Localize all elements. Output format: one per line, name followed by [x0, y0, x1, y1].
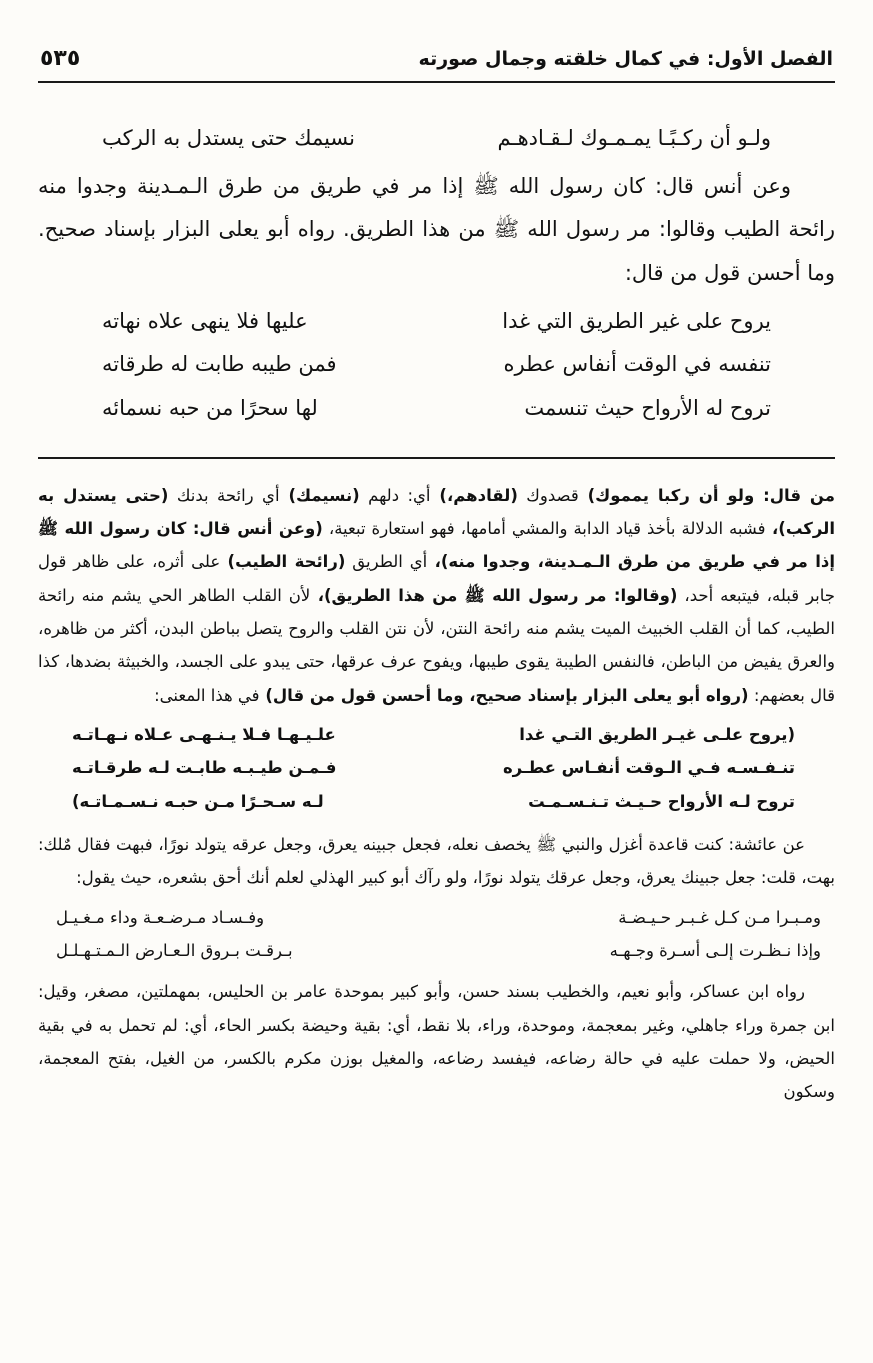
- verse-line: [72, 751, 795, 784]
- commentary-paragraph-1: من قال: ولو أن ركبا يمموك) قصدوك (لقادهم،) أي: دلهم (نسيمك) أي رائحة بدنك (حتى يستدل به الركب)، فشبه الدلالة بأخذ قياد الدابة والمشي أمامها، فهو استعارة تبعية، (وعن أنس قال: كان رسول الله ﷺ إذا مر في طريق من طرق الـمـدينة، وجدوا منه)، أي الطريق (رائحة الطيب) على أثره، على ظاهر قول جابر قبله، فيتبعه أحد، (وقالوا: مر رسول الله ﷺ من هذا الطريق)، لأن القلب الطاهر الحي يشم منه رائحة الطيب، كما أن القلب الخبيث الميت يشم منه رائحة النتن، لأن نتن القلب والروح يتصل بباطن البدن، أكثر من ظاهره، والعرق يفيض من الباطن، فالنفس الطيبة يقوى طيبها، ويفوح عرف عرقها، حتى يبدو على الجسد، والخبيثة بضدها، كذا قال بعضهم: (رواه أبو يعلى البزار بإسناد صحيح، وما أحسن قول من قال) في هذا المعنى:: [38, 485, 835, 705]
- page-number: ٥٣٥: [40, 46, 81, 71]
- verse-line: [102, 343, 771, 387]
- verse-hemistich-left: بـرقـت بـروق الـعـارض الـمـتـهـلـل: [56, 940, 293, 960]
- hudhali-poem: [38, 901, 835, 968]
- verse-hemistich-right: تنـفـسـه فـي الـوقت أنفـاس عطـره: [502, 758, 795, 778]
- aisha-hadith-paragraph: عن عائشة: كنت قاعدة أغزل والنبي ﷺ يخصف نعله، فجعل جبينه يعرق، وجعل عرقه يتولد نورًا، فبهت فقال مٌلك: بهت، قلت: جعل جبينك يعرق، وجعل عرقك يتولد نورًا، ولو رآك أبو كبير الهذلي لعلم أنك أحق بشعره، حيث يقول:: [38, 834, 835, 888]
- main-text-section: [38, 117, 835, 431]
- verse-line: [102, 387, 771, 431]
- opening-verse: [38, 117, 835, 161]
- verse-hemistich-right: يروح على غير الطريق التي غدا: [502, 308, 771, 333]
- verse-hemistich-left: لـه سـحـرًا مـن حبـه نـسـمـاتـه): [72, 791, 324, 811]
- verse-hemistich-right: (يروح علـى غيـر الطريق التـي غدا: [519, 725, 795, 744]
- chapter-title: الفصل الأول: في كمال خلقته وجمال صورته: [418, 48, 833, 70]
- verse-hemistich-left: علـيـهـا فـلا يـنـهـى عـلاه نـهـاتـه: [72, 725, 336, 744]
- verse-hemistich-right: تروح له الأرواح حيث تنسمت: [524, 396, 771, 421]
- main-poem: [38, 300, 835, 431]
- verse-line: [56, 901, 821, 934]
- verse-hemistich-left: وفـسـاد مـرضـعـة وداء مـغـيـل: [56, 907, 265, 927]
- verse-hemistich-left: لها سحرًا من حبه نسمائه: [102, 396, 318, 421]
- header-rule: [38, 81, 835, 83]
- verse-line: [102, 300, 771, 344]
- verse-hemistich-left: عليها فلا ينهى علاه نهاته: [102, 308, 308, 333]
- verse-line: [56, 934, 821, 967]
- verse-hemistich-left: فمن طيبه طابت له طرقاته: [102, 352, 337, 377]
- verse-hemistich-left: نسيمك حتى يستدل به الركب: [102, 126, 356, 150]
- verse-line: [72, 785, 795, 818]
- commentary-section: [38, 479, 835, 1109]
- page-header: [38, 46, 835, 81]
- hadith-paragraph: وعن أنس قال: كان رسول الله ﷺ إذا مر في طريق من طرق الـمـدينة وجدوا منه رائحة الطيب وقالوا: مر رسول الله ﷺ من هذا الطريق. رواه أبو يعلى البزار بإسناد صحيح. وما أحسن قول من قال:: [38, 173, 835, 286]
- commentary-quoted-poem: [38, 718, 835, 818]
- verse-hemistich-right: وإذا نـظـرت إلـى أسـرة وجـهـه: [609, 940, 821, 960]
- verse-hemistich-right: تروح لـه الأرواح حـيـث تـنـسـمـت: [528, 791, 795, 811]
- verse-hemistich-left: فـمـن طيـبـه طابـت لـه طرقـاتـه: [72, 758, 337, 778]
- closing-paragraph: رواه ابن عساكر، وأبو نعيم، والخطيب بسند حسن، وأبو كبير بموحدة عامر بن الحليس، بمهملتين، مصغر، وقيل: ابن جمرة وراء جاهلي، وغير بمعجمة، وموحدة، وراء، بلا نقط، أي: بقية وحيضة بكسر الحاء، أي: لم تحمل به في بقية الحيض، ولا حملت عليه في حالة رضاعه، فيفسد رضاعه، والمغيل بوزن مكرم بالكسر، من الغيل، بفتح المعجمة، وسكون: [38, 982, 835, 1102]
- verse-hemistich-right: ومـبـرا مـن كـل غـبـر حـيـضـة: [618, 907, 821, 927]
- verse-hemistich-right: ولـو أن ركـبًـا يمـمـوك لـقـادهـم: [497, 126, 771, 150]
- verse-hemistich-right: تنفسه في الوقت أنفاس عطره: [503, 352, 771, 377]
- verse-line: [72, 718, 795, 751]
- verse-line: [102, 117, 771, 161]
- section-divider-rule: [38, 457, 835, 459]
